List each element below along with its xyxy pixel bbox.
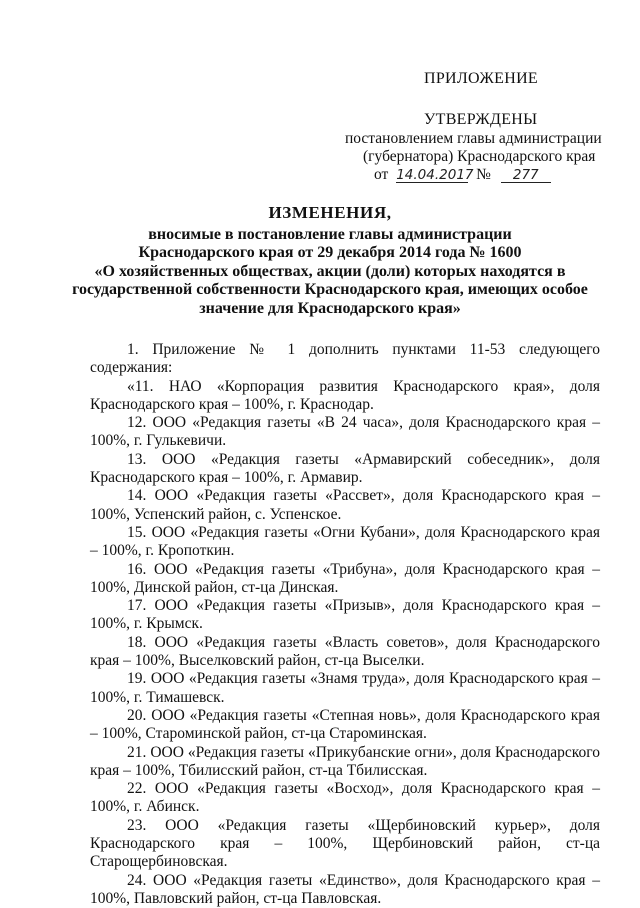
list-item: 14. ООО «Редакция газеты «Рассвет», доля Краснодарского края – 100%, Успенский район, с. Успенское.: [90, 487, 600, 523]
list-item: 15. ООО «Редакция газеты «Огни Кубани», доля Краснодарского края – 100%, г. Кропоткин.: [90, 523, 600, 560]
title-line-5: значение для Краснодарского края»: [199, 299, 461, 317]
approved-label: УТВЕРЖДЕНЫ: [424, 111, 538, 128]
list-item: 22. ООО «Редакция газеты «Восход», доля Краснодарского края – 100%, г. Абинск.: [90, 780, 600, 816]
handwritten-number: 277: [501, 168, 551, 183]
list-item: 1. Приложение № 1 дополнить пунктами 11-53 следующего содержания:: [90, 341, 600, 377]
list-item: 18. ООО «Редакция газеты «Власть советов», доля Краснодарского края – 100%, Выселковский район, ст-ца Выселки.: [90, 633, 600, 670]
title-line-1: вносимые в постановление главы администрации: [148, 225, 512, 243]
list-item: 13. ООО «Редакция газеты «Армавирский собеседник», доля Краснодарского края – 100%, г. Армавир.: [90, 450, 600, 487]
list-item: 20. ООО «Редакция газеты «Степная новь», доля Краснодарского края – 100%, Староминской район, ст-ца Староминская.: [90, 706, 600, 743]
title-line-2: Краснодарского края от 29 декабря 2014 года № 1600: [138, 244, 522, 261]
handwritten-date: 14.04.2017: [396, 167, 474, 183]
decree-date-line: [374, 166, 551, 184]
decree-line-2: (губернатора) Краснодарского края: [363, 148, 596, 165]
amendment-list: [90, 341, 600, 908]
list-item: 21. ООО «Редакция газеты «Прикубанские огни», доля Краснодарского края – 100%, Тбилисский район, ст-ца Тбилисская.: [90, 743, 600, 779]
title-main: ИЗМЕНЕНИЯ,: [268, 203, 392, 222]
list-item: 17. ООО «Редакция газеты «Призыв», доля Краснодарского края – 100%, г. Крымск.: [90, 597, 600, 633]
decree-line-1: постановлением главы администрации: [345, 130, 602, 147]
list-item: 16. ООО «Редакция газеты «Трибуна», доля Краснодарского края – 100%, Динской район, ст-ца Динская.: [90, 560, 600, 596]
list-item: «11. НАО «Корпорация развития Краснодарского края», доля Краснодарского края – 100%, г. Краснодар.: [90, 377, 600, 413]
document-title: [70, 204, 590, 318]
list-item: 23. ООО «Редакция газеты «Щербиновский курьер», доля Краснодарского края – 100%, Щербиновский район, ст-ца Старощербиновская.: [90, 816, 600, 871]
appendix-label: ПРИЛОЖЕНИЕ: [424, 70, 539, 87]
list-item: 19. ООО «Редакция газеты «Знамя труда», доля Краснодарского края – 100%, г. Тимашевск.: [90, 670, 600, 706]
list-item: 24. ООО «Редакция газеты «Единство», доля Краснодарского края – 100%, Павловский район, ст-ца Павловская.: [90, 871, 600, 907]
title-line-4: государственной собственности Краснодарского края, имеющих особое: [72, 281, 588, 298]
from-label: от: [374, 166, 389, 183]
title-line-3: «О хозяйственных обществах, акции (доли) которых находятся в: [94, 262, 566, 280]
list-item: 12. ООО «Редакция газеты «В 24 часа», доля Краснодарского края – 100%, г. Гулькевичи.: [90, 414, 600, 450]
number-label: №: [476, 166, 491, 183]
